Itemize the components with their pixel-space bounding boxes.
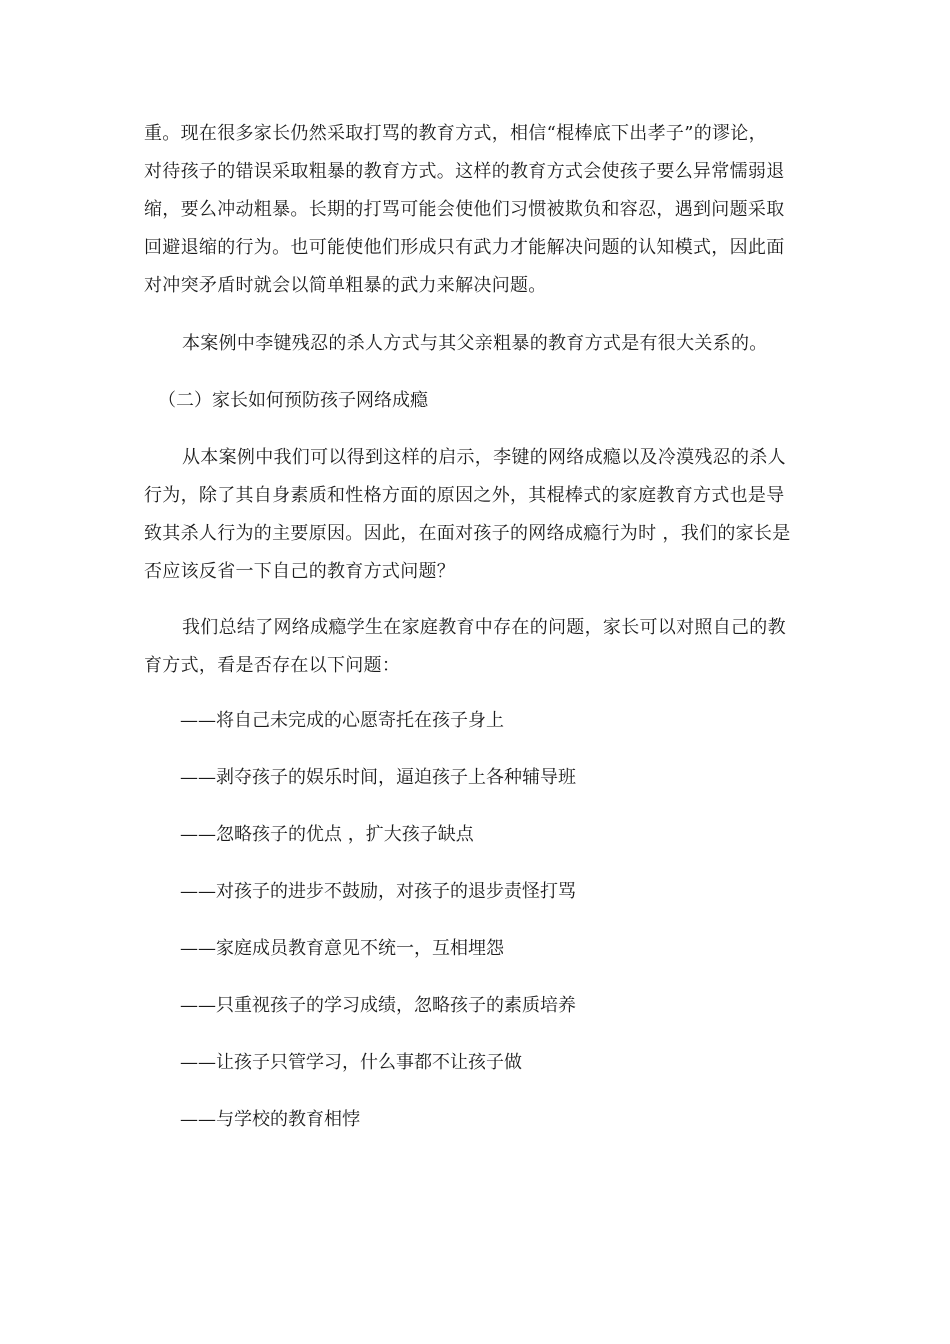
- paragraph-line: 重。现在很多家长仍然采取打骂的教育方式，相信“棍棒底下出孝子”的谬论，: [144, 123, 767, 144]
- paragraph-4: [144, 609, 814, 685]
- paragraph-line: 本案例中李键残忍的杀人方式与其父亲粗暴的教育方式是有很大关系的。: [182, 333, 768, 354]
- paragraph-line: 回避退缩的行为。也可能使他们形成只有武力才能解决问题的认知模式，因此面: [144, 237, 785, 258]
- paragraph-1: [144, 115, 814, 305]
- list-item: ——只重视孩子的学习成绩，忽略孩子的素质培养: [180, 995, 576, 1016]
- list-item: ——与学校的教育相悖: [180, 1109, 360, 1130]
- paragraph-line: 对冲突矛盾时就会以简单粗暴的武力来解决问题。: [144, 275, 547, 296]
- paragraph-line: 我们总结了网络成瘾学生在家庭教育中存在的问题，家长可以对照自己的教: [182, 617, 786, 638]
- list-item: ——对孩子的进步不鼓励，对孩子的退步责怪打骂: [180, 881, 576, 902]
- paragraph-line: 行为，除了其自身素质和性格方面的原因之外，其棍棒式的家庭教育方式也是导: [144, 485, 785, 506]
- section-heading-text: （二）家长如何预防孩子网络成瘾: [158, 390, 428, 411]
- paragraph-line: 否应该反省一下自己的教育方式问题？: [144, 561, 456, 582]
- paragraph-line: 从本案例中我们可以得到这样的启示，李键的网络成瘾以及冷漠残忍的杀人: [182, 447, 786, 468]
- paragraph-line: 致其杀人行为的主要原因。因此，在面对孩子的网络成瘾行为时 ，我们的家长是: [144, 523, 791, 544]
- list-item: ——剥夺孩子的娱乐时间，逼迫孩子上各种辅导班: [180, 767, 576, 788]
- paragraph-2: [144, 325, 814, 363]
- list-item: ——忽略孩子的优点 ，扩大孩子缺点: [180, 824, 474, 845]
- paragraph-line: 育方式，看是否存在以下问题：: [144, 655, 401, 676]
- paragraph-line: 对待孩子的错误采取粗暴的教育方式。这样的教育方式会使孩子要么异常懦弱退: [144, 161, 785, 182]
- paragraph-line: 缩，要么冲动粗暴。长期的打骂可能会使他们习惯被欺负和容忍，遇到问题采取: [144, 199, 785, 220]
- list-item: ——让孩子只管学习，什么事都不让孩子做: [180, 1052, 522, 1073]
- paragraph-3: [144, 439, 814, 591]
- list-item: ——家庭成员教育意见不统一，互相埋怨: [180, 938, 504, 959]
- section-heading: [144, 382, 814, 420]
- problem-list: [144, 702, 814, 1139]
- list-item: ——将自己未完成的心愿寄托在孩子身上: [180, 710, 504, 731]
